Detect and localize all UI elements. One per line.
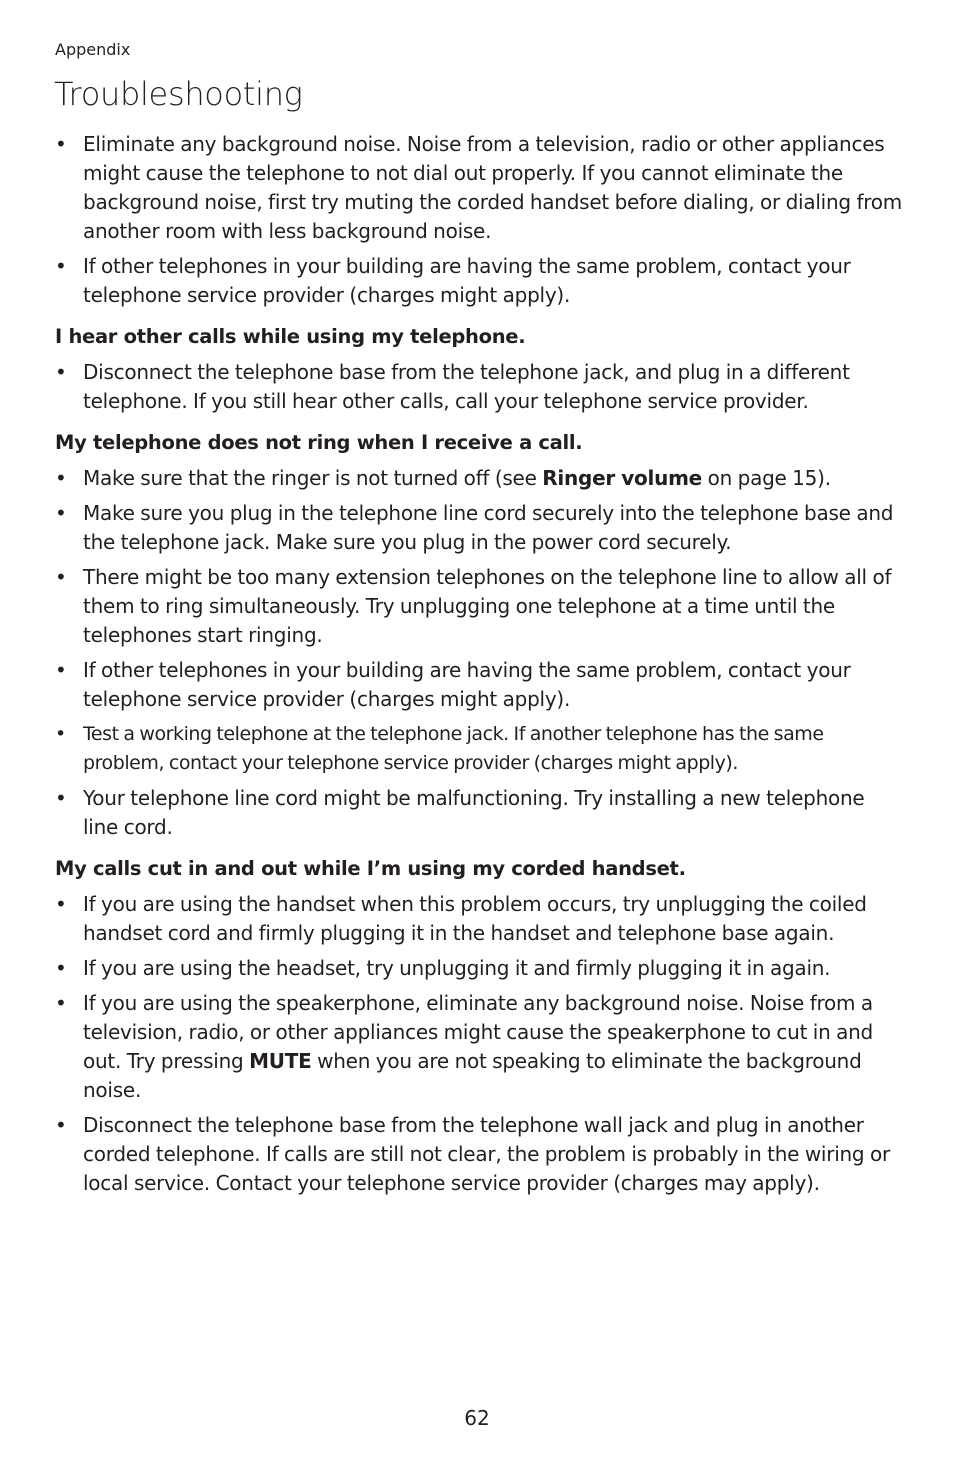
item-text: There might be too many extension telephones on the telephone line to allow all of them to ring simultaneously. Try unplugging one telephone at a time until the telephones start ringing. <box>83 565 892 647</box>
bullet: • <box>55 132 67 156</box>
section-label: Appendix <box>55 40 131 59</box>
item-text: Disconnect the telephone base from the telephone wall jack and plug in another corded telephone. If calls are still not clear, the problem is probably in the wiring or local service. Contact your telephone service provider (charges may apply). <box>83 1113 890 1195</box>
item-text: Disconnect the telephone base from the telephone jack, and plug in a different telephone. If you still hear other calls, call your telephone service provider. <box>83 360 850 413</box>
item-text: If other telephones in your building are having the same problem, contact your telephone service provider (charges might apply). <box>83 658 851 711</box>
subheading-other-calls: I hear other calls while using my telephone. <box>55 325 526 348</box>
ringer-volume-reference: Ringer volume <box>542 466 702 490</box>
list-item <box>55 720 905 778</box>
page-title: Troubleshooting <box>54 75 303 113</box>
mute-key-reference: MUTE <box>249 1049 312 1073</box>
item-text-after: on page 15). <box>702 466 831 490</box>
item-text: Make sure you plug in the telephone line cord securely into the telephone base and the telephone jack. Make sure you plug in the power cord securely. <box>83 501 894 554</box>
page-number: 62 <box>464 1406 490 1430</box>
list-item <box>55 252 905 310</box>
item-text: If other telephones in your building are having the same problem, contact your telephone service provider (charges might apply). <box>83 254 851 307</box>
list-item <box>55 499 905 557</box>
list-item <box>55 1111 905 1198</box>
no-ring-list <box>55 464 905 842</box>
bullet: • <box>55 658 67 682</box>
bullet: • <box>55 1113 67 1137</box>
bullet: • <box>55 565 67 589</box>
item-text: If you are using the headset, try unplugging it and firmly plugging it in again. <box>83 956 831 980</box>
list-item <box>55 464 905 493</box>
list-item <box>55 784 905 842</box>
intro-list <box>55 130 905 310</box>
bullet: • <box>55 360 67 384</box>
bullet: • <box>55 501 67 525</box>
list-item <box>55 130 905 246</box>
list-item <box>55 954 905 983</box>
item-text-before: If you are using the speakerphone, eliminate any background noise. Noise from a television, radio, or other appliances might cause the speakerphone to cut in and out. Try pressing <box>83 991 873 1073</box>
item-text: If you are using the handset when this problem occurs, try unplugging the coiled handset cord and firmly plugging it in the handset and telephone base again. <box>83 892 867 945</box>
bullet: • <box>55 991 67 1015</box>
bullet: • <box>55 466 67 490</box>
bullet: • <box>55 786 67 810</box>
bullet: • <box>55 956 67 980</box>
list-item <box>55 989 905 1105</box>
bullet: • <box>55 723 66 745</box>
subheading-cut-in-out: My calls cut in and out while I’m using my corded handset. <box>55 857 686 880</box>
list-item <box>55 563 905 650</box>
other-calls-list <box>55 358 905 416</box>
cut-in-out-list <box>55 890 905 1198</box>
item-text: Your telephone line cord might be malfunctioning. Try installing a new telephone line cord. <box>83 786 865 839</box>
subheading-no-ring: My telephone does not ring when I receive a call. <box>55 431 583 454</box>
list-item <box>55 358 905 416</box>
item-text-before: Make sure that the ringer is not turned off (see <box>83 466 543 490</box>
item-text: Test a working telephone at the telephone jack. If another telephone has the same problem, contact your telephone service provider (charges might apply). <box>83 723 824 774</box>
bullet: • <box>55 254 67 278</box>
content <box>55 130 905 1204</box>
bullet: • <box>55 892 67 916</box>
list-item <box>55 656 905 714</box>
item-text-after: when you are not speaking to eliminate the background noise. <box>83 1049 862 1102</box>
list-item <box>55 890 905 948</box>
item-text: Eliminate any background noise. Noise from a television, radio or other appliances might cause the telephone to not dial out properly. If you cannot eliminate the background noise, first try muting the corded handset before dialing, or dialing from another room with less background noise. <box>83 132 902 243</box>
